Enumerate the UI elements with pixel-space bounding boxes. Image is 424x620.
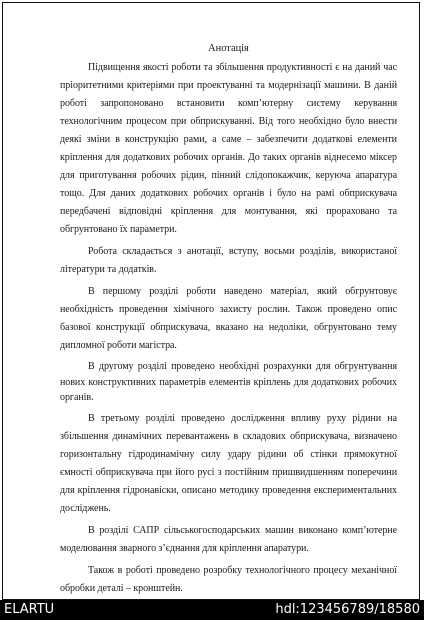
document-page	[2, 2, 420, 600]
paragraph-chapter-3: В третьому розділі проведено дослідження впливу руху рідини на збільшення динамічних перевантажень в складових обприскувача, визначено горизонтальну гідродинамічну силу удару рідини об стінки прямокутної ємності обприскувача при його русі з постійним пришвидшенням поперечини для кріплення гідронавіски, описано методику проведення експериментальних досліджень.	[60, 412, 397, 514]
footer-bar	[0, 600, 424, 620]
paragraph-technology: Також в роботі проведено розробку технологічного процесу механічної обробки деталі – кронштейн.	[60, 564, 397, 594]
paragraph-chapter-2: В другому розділі проведено необхідні розрахунки для обгрунтування нових конструктивних параметрів елементів кріплень для додаткових робочих органів.	[60, 361, 397, 403]
footer-repository-label: ELARTU	[4, 602, 55, 617]
page-title: Анотація	[208, 43, 249, 54]
paragraph-structure: Робота складається з анотації, вступу, восьми розділів, використаної літератури та додатків.	[60, 246, 397, 275]
paragraph-cad: В розділі САПР сільськогосподарських машин виконано комп’ютерне моделювання зварного з’єднання для кріплення апаратури.	[60, 524, 397, 554]
paragraph-intro: Підвищення якості роботи та збільшення продуктивності є на даний час пріоритетними критеріями при проектуванні та модернізації машини. В даній роботі запропоновано встановити комп’ютерну систему керування технологічним процесом при обприскуванні. Від того необхідно було внести деякі зміни в конструкцію рами, а саме – забезпечити додаткові елементи кріплення для додаткових робочих органів. До таких органів віднесемо міксер для приготування робочих рідин, пінний слідопокажчик, керуюча апаратура тощо. Для даних додаткових робочих органів і було на рамі обприскувача передбачені відповідні кріплення для монтування, які прораховано та обгрунтовано їх параметри.	[60, 62, 397, 235]
footer-handle-label: hdl:123456789/18580	[275, 602, 420, 617]
paragraph-chapter-1: В першому розділі роботи наведено матеріал, який обгрунтовує необхідність проведення хімічного захисту рослин. Також проведено опис базової конструкції обприскувача, вказано на недоліки, обгрунтовано тему дипломної роботи магістра.	[60, 286, 397, 351]
document-body	[60, 41, 397, 598]
